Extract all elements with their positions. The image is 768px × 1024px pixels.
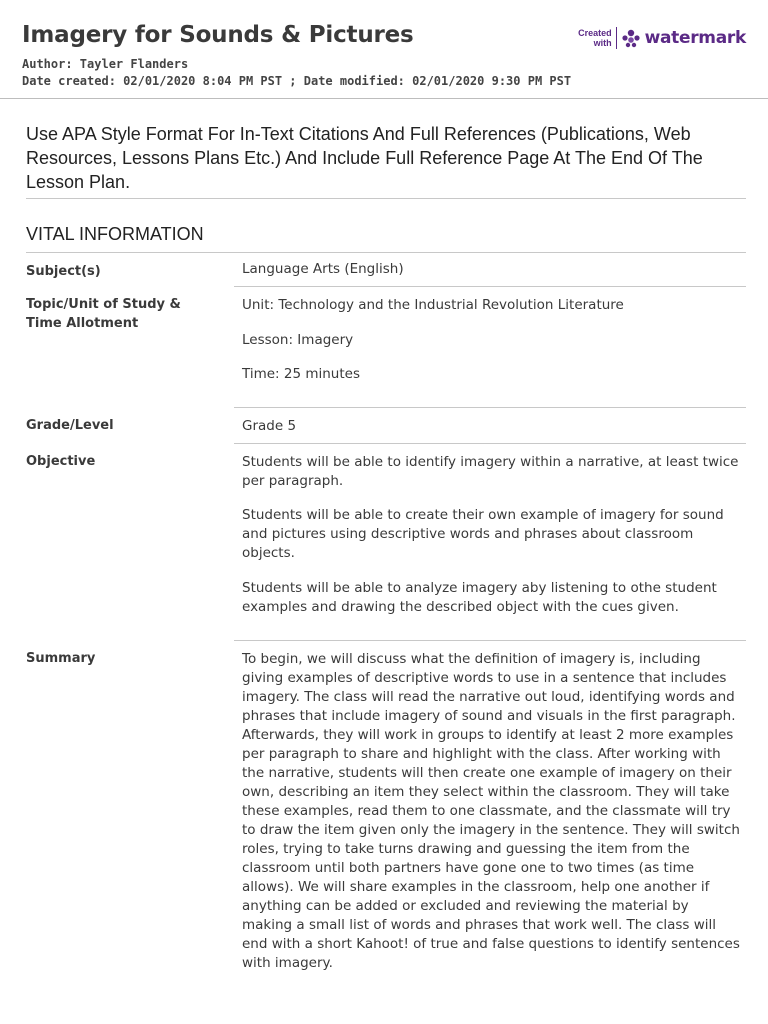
intro-divider [26,198,746,199]
vital-heading-divider [26,252,746,253]
watermark-brand[interactable] [578,26,746,50]
grade-label: Grade/Level [26,418,114,433]
subject-divider [234,286,746,287]
brand-created-text [578,28,612,48]
summary-label: Summary [26,651,96,666]
document-title: Imagery for Sounds & Pictures [22,22,414,48]
subject-value: Language Arts (English) [242,261,404,277]
topic-time: Time: 25 minutes [242,366,360,382]
grade-divider [234,443,746,444]
brand-divider [616,27,617,49]
topic-label: Topic/Unit of Study & Time Allotment [26,297,181,331]
objective-label: Objective [26,454,96,469]
brand-name: watermark [644,28,746,48]
objective-divider [234,640,746,641]
citation-instructions: Use APA Style Format For In-Text Citations And Full References (Publications, Web Resources, Lessons Plans Etc.) And Include Full Reference Page At The End Of The Lesson Plan. [26,124,703,192]
summary-value: To begin, we will discuss what the definition of imagery is, including giving examples of descriptive words to use in a sentence that includes imagery. The class will read the narrative out loud, identifying words and phrases that include imagery of sound and visuals in the first paragraph. Afterwards, they will work in groups to identify at least 2 more examples per paragraph to share and highlight with the class. After working with the narrative, students will then create one example of imagery on their own, describing an item they select within the classroom. They will take these examples, read them to one classmate, and the classmate will try to draw the item given only the imagery in the sentence. They will switch roles, trying to take turns drawing and guessing the item from the classroom until both partners have gone one to two times (as time allows). We will share examples in the classroom, help one another if anything can be added or excluded and reviewing the material by making a small list of words and phrases that work well. The class will end with a short Kahoot! of true and false questions to identify sentences with imagery. [242,651,740,971]
brand-created-line1: Created [578,28,612,38]
topic-unit: Unit: Technology and the Industrial Revolution Literature [242,297,624,313]
objective-2: Students will be able to create their own example of imagery for sound and pictures using descriptive words and phrases about classroom objects. [242,507,724,561]
document-header [0,0,768,99]
watermark-logo-icon [621,27,641,49]
objective-3: Students will be able to analyze imagery aby listening to othe student examples and drawing the described object with the cues given. [242,580,717,615]
brand-created-line2: with [593,38,612,48]
subject-label: Subject(s) [26,264,101,279]
grade-value: Grade 5 [242,418,297,434]
objective-1: Students will be able to identify imagery within a narrative, at least twice per paragraph. [242,454,739,489]
vital-information-heading: VITAL INFORMATION [26,224,204,244]
author-line: Author: Tayler Flanders [22,57,189,71]
topic-divider [234,407,746,408]
topic-lesson: Lesson: Imagery [242,332,354,348]
dates-line: Date created: 02/01/2020 8:04 PM PST ; Date modified: 02/01/2020 9:30 PM PST [22,74,572,88]
